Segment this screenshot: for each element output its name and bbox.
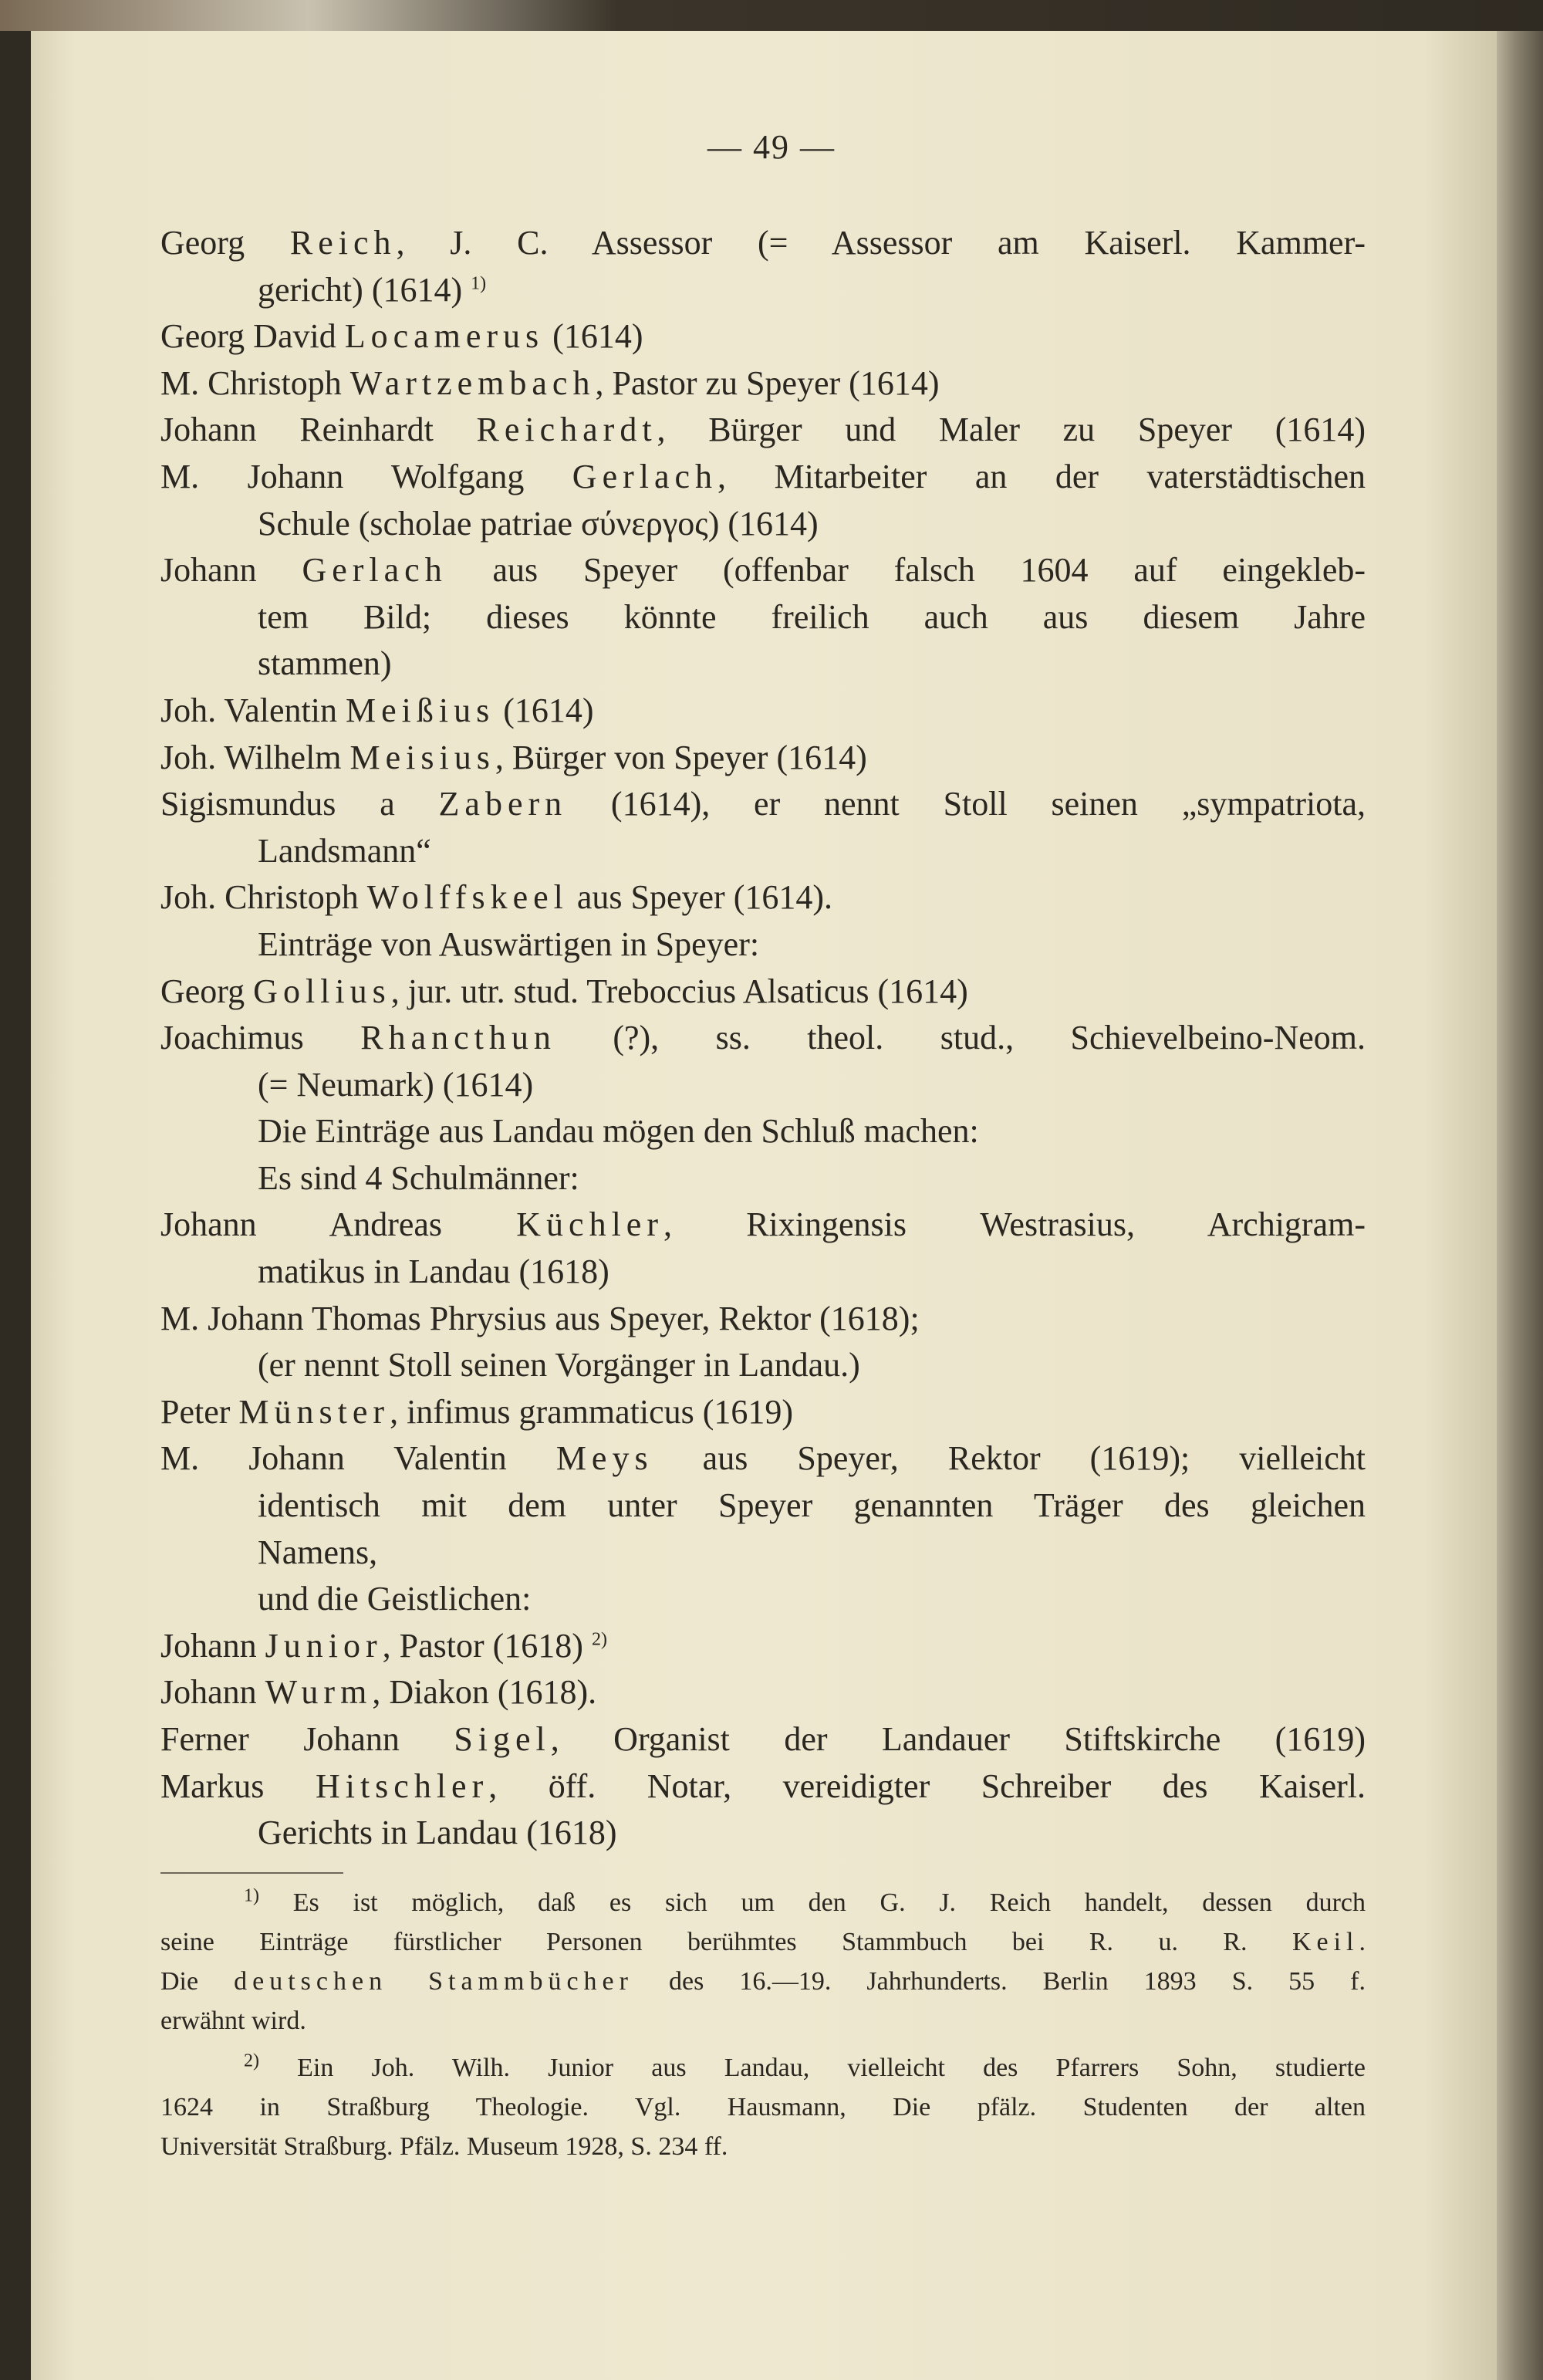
text-segment: Sigismundus a [160, 785, 439, 823]
text-segment: Die [160, 1967, 235, 1996]
text-segment: des 16.—19. Jahrhunderts. Berlin 1893 S. 55 f. [633, 1967, 1366, 1996]
text-segment: Schule (scholae patriae σύνεργος) (1614) [258, 504, 819, 543]
surname: Zabern [438, 785, 568, 823]
text-segment: Georg [160, 224, 290, 262]
footnote-marker: 1) [471, 272, 487, 293]
text-line [160, 1155, 1366, 1202]
surname: deutschen Stammbücher [234, 1967, 633, 1996]
surname: Meys [555, 1439, 653, 1478]
surname: Gollius [253, 972, 391, 1010]
text-line [160, 313, 1366, 360]
text-segment: , Diakon (1618). [372, 1673, 597, 1712]
text-line [160, 1623, 1366, 1670]
text-segment: Markus [160, 1766, 316, 1805]
text-segment: Gerichts in Landau (1618) [258, 1814, 617, 1852]
surname: Gerlach [572, 457, 718, 495]
text-line [160, 688, 1366, 735]
footnote-marker: 2) [244, 2050, 259, 2071]
footnotes [160, 1883, 1366, 2166]
text-segment: , Organist der Landauer Stiftskirche (1619) [550, 1720, 1366, 1758]
surname: Gerlach [302, 551, 447, 590]
footnote-line [160, 1883, 1366, 1922]
main-text [160, 220, 1366, 1857]
text-segment: Johann [160, 1626, 265, 1665]
text-segment: Es ist möglich, daß es sich um den G. J. Reich handelt, dessen durch [259, 1888, 1366, 1917]
text-segment: (= Neumark) (1614) [258, 1065, 534, 1104]
text-segment: Georg [160, 972, 254, 1010]
text-segment: M. Christoph [160, 363, 350, 402]
text-segment: (er nennt Stoll seinen Vorgänger in Landau.) [258, 1346, 860, 1384]
text-segment: Johann [160, 551, 302, 590]
text-segment: Universität Straßburg. Pfälz. Museum 1928, S. 234 ff. [160, 2132, 728, 2161]
text-segment: (1614), er nennt Stoll seinen „sympatriota, [567, 785, 1366, 823]
text-segment: , Pastor zu Speyer (1614) [595, 363, 940, 402]
footnote-line [160, 1922, 1366, 1962]
footnote-line [160, 2001, 1366, 2040]
footnote-marker: 2) [591, 1629, 607, 1650]
text-line [160, 360, 1366, 407]
text-segment: Joh. Valentin [160, 691, 346, 729]
scan-top-edge [0, 0, 1543, 31]
text-segment: Einträge von Auswärtigen in Speyer: [258, 925, 760, 963]
text-line [160, 454, 1366, 501]
text-segment: , Bürger und Maler zu Speyer (1614) [657, 411, 1366, 449]
surname: Keil [1291, 1928, 1359, 1956]
footnote-line [160, 2127, 1366, 2166]
surname: Meisius [349, 738, 495, 776]
text-line [160, 781, 1366, 828]
text-segment: , infimus grammaticus (1619) [390, 1392, 794, 1431]
text-segment: Johann Reinhardt [160, 411, 477, 449]
surname: Rhancthun [360, 1019, 556, 1057]
text-segment: seine Einträge fürstlicher Personen berühmtes Stammbuch bei R. u. R. [160, 1928, 1292, 1956]
text-segment: Joachimus [160, 1019, 361, 1057]
surname: Reich [289, 224, 397, 262]
text-line [160, 1530, 1366, 1577]
text-segment: (1614) [495, 691, 594, 729]
text-line [160, 1296, 1366, 1343]
text-line [160, 1810, 1366, 1857]
surname: Junior [265, 1626, 383, 1665]
surname: Reichardt [476, 411, 657, 449]
text-line [160, 1342, 1366, 1389]
surname: Küchler [516, 1205, 663, 1244]
text-segment: (?), ss. theol. stud., Schievelbeino-Neom. [555, 1019, 1366, 1057]
text-line [160, 1108, 1366, 1155]
text-segment: Ein Joh. Wilh. Junior aus Landau, vielleicht des Pfarrers Sohn, studierte [259, 2054, 1366, 2082]
text-segment: Es sind 4 Schulmänner: [258, 1158, 579, 1197]
surname: Wartzembach [349, 363, 596, 402]
text-segment: tem Bild; dieses könnte freilich auch aus diesem Jahre [258, 597, 1366, 636]
text-segment: aus Speyer (offenbar falsch 1604 auf eingekleb- [447, 551, 1366, 590]
surname: Münster [238, 1392, 390, 1431]
text-line [160, 547, 1366, 594]
text-line [160, 267, 1366, 314]
text-segment: identisch mit dem unter Speyer genannten Träger des gleichen [258, 1486, 1366, 1525]
text-segment: , Rixingensis Westrasius, Archigram- [663, 1205, 1366, 1244]
text-line [160, 1669, 1366, 1716]
surname: Wolffskeel [366, 878, 569, 917]
page-number: — 49 — [707, 128, 836, 166]
text-line [160, 1062, 1366, 1109]
surname: Meißius [345, 691, 495, 729]
text-segment: Namens, [258, 1533, 378, 1571]
text-segment: stammen) [258, 644, 392, 683]
text-line [160, 1202, 1366, 1249]
surname: Sigel [454, 1720, 551, 1758]
text-segment: Joh. Christoph [160, 878, 367, 917]
surname: Wurm [265, 1673, 373, 1712]
footnote-line [160, 2088, 1366, 2127]
text-segment: , J. C. Assessor (= Assessor am Kaiserl. Kammer- [396, 224, 1366, 262]
text-line [160, 1435, 1366, 1482]
text-segment: , öff. Notar, vereidigter Schreiber des Kaiserl. [488, 1766, 1366, 1805]
text-segment: , Bürger von Speyer (1614) [495, 738, 867, 776]
text-line [160, 407, 1366, 454]
text-segment: (1614) [544, 317, 643, 356]
text-segment: Die Einträge aus Landau mögen den Schluß machen: [258, 1112, 979, 1151]
text-segment: und die Geistlichen: [258, 1580, 532, 1618]
text-segment: M. Johann Valentin [160, 1439, 556, 1478]
text-segment: . [1359, 1928, 1366, 1956]
text-segment: 1624 in Straßburg Theologie. Vgl. Hausmann, Die pfälz. Studenten der alten [160, 2093, 1366, 2121]
text-segment: Johann [160, 1673, 265, 1712]
text-line [160, 1389, 1366, 1436]
text-segment: M. Johann Thomas Phrysius aus Speyer, Rektor (1618); [160, 1299, 920, 1337]
text-segment: , Pastor (1618) [382, 1626, 592, 1665]
text-segment: aus Speyer, Rektor (1619); vielleicht [653, 1439, 1366, 1478]
footnote-line [160, 2048, 1366, 2088]
text-line [160, 1576, 1366, 1623]
text-line [160, 1015, 1366, 1062]
text-segment: aus Speyer (1614). [568, 878, 832, 917]
text-line [160, 828, 1366, 875]
text-line [160, 969, 1366, 1016]
text-segment: gericht) (1614) [258, 270, 471, 309]
text-line [160, 220, 1366, 267]
text-line [160, 641, 1366, 688]
text-segment: Joh. Wilhelm [160, 738, 350, 776]
footnote-separator [160, 1872, 343, 1874]
text-segment: erwähnt wird. [160, 2006, 306, 2035]
text-segment: Johann Andreas [160, 1205, 517, 1244]
book-spine-edge [1497, 31, 1543, 2380]
text-segment: matikus in Landau (1618) [258, 1253, 609, 1291]
text-line [160, 1482, 1366, 1530]
text-segment: , jur. utr. stud. Treboccius Alsaticus (1614) [390, 972, 968, 1010]
text-segment: Landsmann“ [258, 831, 431, 870]
text-line [160, 874, 1366, 921]
text-line [160, 1249, 1366, 1296]
surname: Hitschler [315, 1766, 489, 1805]
text-line [160, 1716, 1366, 1763]
footnote-marker: 1) [244, 1885, 259, 1906]
text-segment: Ferner Johann [160, 1720, 454, 1758]
footnote-line [160, 1962, 1366, 2001]
surname: Locamerus [344, 317, 545, 356]
text-line [160, 1763, 1366, 1810]
text-line [160, 594, 1366, 641]
text-line [160, 921, 1366, 969]
text-segment: , Mitarbeiter an der vaterstädtischen [717, 457, 1366, 495]
text-segment: Peter [160, 1392, 239, 1431]
text-segment: Georg David [160, 317, 345, 356]
text-line [160, 735, 1366, 782]
text-segment: M. Johann Wolfgang [160, 457, 572, 495]
text-line [160, 501, 1366, 548]
